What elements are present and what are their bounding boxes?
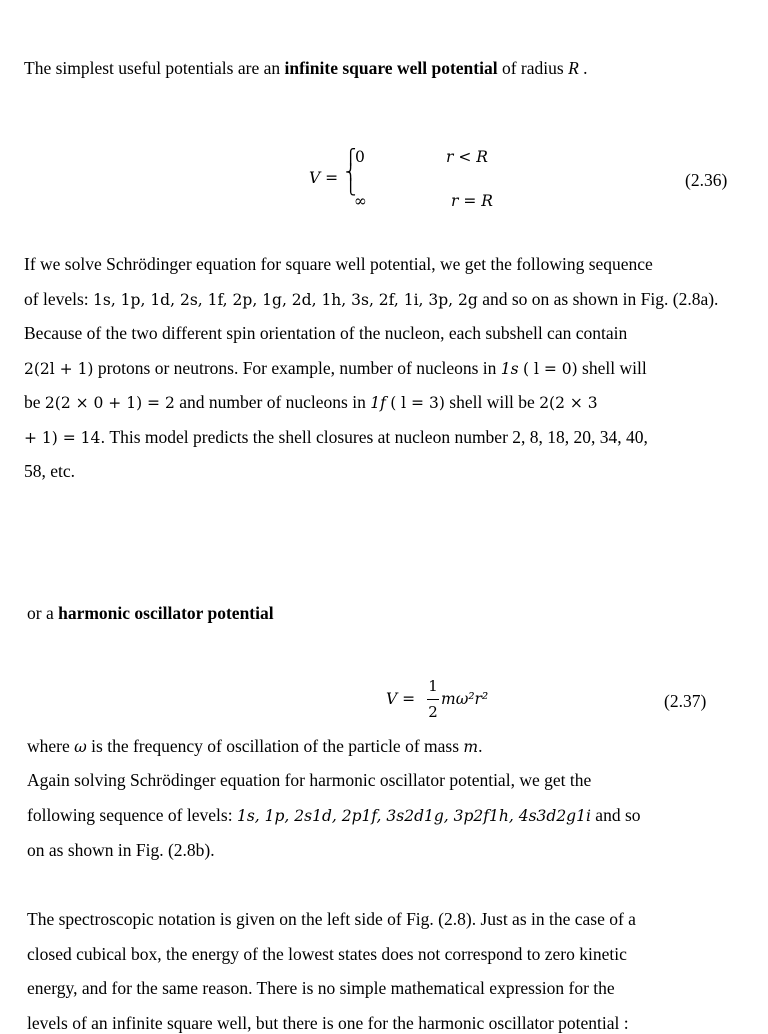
eq236-lhs: V = [309, 169, 339, 187]
levels-label: of levels: [24, 289, 94, 309]
fraction-denominator: 2 [428, 703, 438, 721]
intro-text: The simplest useful potentials are an [24, 58, 285, 78]
paragraph-2-line-2 [24, 288, 718, 311]
harmonic-intro [27, 602, 274, 624]
intro-sentence [24, 57, 588, 79]
eq237-lhs: V = [386, 690, 416, 708]
shell-1s: 1s [500, 360, 519, 378]
fraction-numerator: 1 [428, 677, 438, 695]
paragraph-2-line-5 [24, 391, 598, 414]
nucleons-1f-formula-start: 2(2 × 3 [539, 394, 598, 412]
equation-number-2-36: (2.36) [685, 170, 728, 190]
paragraph-2-line-1: If we solve Schrödinger equation for square well potential, we get the following sequence [24, 254, 653, 274]
p2-l4-end: shell will [577, 358, 647, 378]
p2-l4-text: protons or neutrons. For example, number of nucleons in [93, 358, 501, 378]
square-well-levels: 1s, 1p, 1d, 2s, 1f, 2p, 1g, 2d, 1h, 3s, 2f, 1i, 3p, 2g [93, 291, 478, 309]
nucleons-1f-formula-end: + 1) = 14. [24, 429, 106, 447]
p2-l5-mid: and number of nucleons in [174, 392, 371, 412]
eq236-case2-value: ∞ [354, 192, 367, 210]
paragraph-2-line-6 [24, 426, 648, 449]
intro-text-end: . [578, 58, 588, 78]
shell-1f: 1f [370, 394, 386, 412]
paragraph-5-line-3: on as shown in Fig. (2.8b). [27, 840, 215, 860]
p2-l5-mid2: shell will be [444, 392, 540, 412]
equation-number-2-37: (2.37) [664, 691, 707, 711]
levels-post: and so on as shown in Fig. (2.8a). [477, 289, 719, 309]
eq236-case1-value: 0 [355, 148, 365, 166]
paragraph-5-line-1: Again solving Schrödinger equation for harmonic oscillator potential, we get the [27, 770, 592, 790]
omega-symbol: ω [74, 738, 87, 756]
paragraph-2-line-7: 58, etc. [24, 461, 76, 481]
paragraph-2-line-4 [24, 357, 647, 380]
subshell-capacity-formula: 2(2l + 1) [24, 360, 94, 378]
radius-variable: R [568, 58, 579, 78]
eq237-rhs: mω²r² [441, 690, 489, 708]
paragraph-2-line-3: Because of the two different spin orientation of the nucleon, each subshell can contain [24, 323, 628, 343]
intro-text-post: of radius [497, 58, 569, 78]
l-equals-3: ( l = 3) [390, 394, 445, 412]
omega-def-end: . [478, 736, 483, 756]
omega-def-pre: where [27, 736, 75, 756]
eq236-case1-condition: r < R [446, 148, 488, 166]
shell-closures-text: This model predicts the shell closures at nucleon number 2, 8, 18, 20, 34, 40, [105, 427, 648, 447]
eq236-case2-condition: r = R [451, 192, 493, 210]
harmonic-intro-text: or a [27, 603, 59, 623]
fraction-bar [427, 699, 439, 700]
omega-def-mid: is the frequency of oscillation of the particle of mass [86, 736, 464, 756]
l-equals-0: ( l = 0) [522, 360, 578, 378]
paragraph-6-line-4: levels of an infinite square well, but there is one for the harmonic oscillator potential : [27, 1013, 629, 1033]
omega-definition [27, 735, 482, 758]
paragraph-6-line-1: The spectroscopic notation is given on the left side of Fig. (2.8). Just as in the case of a [27, 909, 636, 929]
p2-l5-pre: be [24, 392, 45, 412]
paragraph-6-line-2: closed cubical box, the energy of the lowest states does not correspond to zero kinetic [27, 944, 627, 964]
ho-levels-post: and so [590, 805, 641, 825]
ho-levels-label: following sequence of levels: [27, 805, 237, 825]
nucleons-1s-formula: 2(2 × 0 + 1) = 2 [44, 394, 175, 412]
paragraph-5-line-2 [27, 804, 641, 827]
harmonic-oscillator-term: harmonic oscillator potential [58, 603, 274, 623]
left-brace: ⎧ ⎨ ⎩ [345, 148, 357, 196]
infinite-square-well-term: infinite square well potential [284, 58, 498, 78]
paragraph-6-line-3: energy, and for the same reason. There is no simple mathematical expression for the [27, 978, 615, 998]
mass-symbol: m [463, 738, 479, 756]
harmonic-oscillator-levels: 1s, 1p, 2s1d, 2p1f, 3s2d1g, 3p2f1h, 4s3d2g1i [236, 807, 591, 825]
